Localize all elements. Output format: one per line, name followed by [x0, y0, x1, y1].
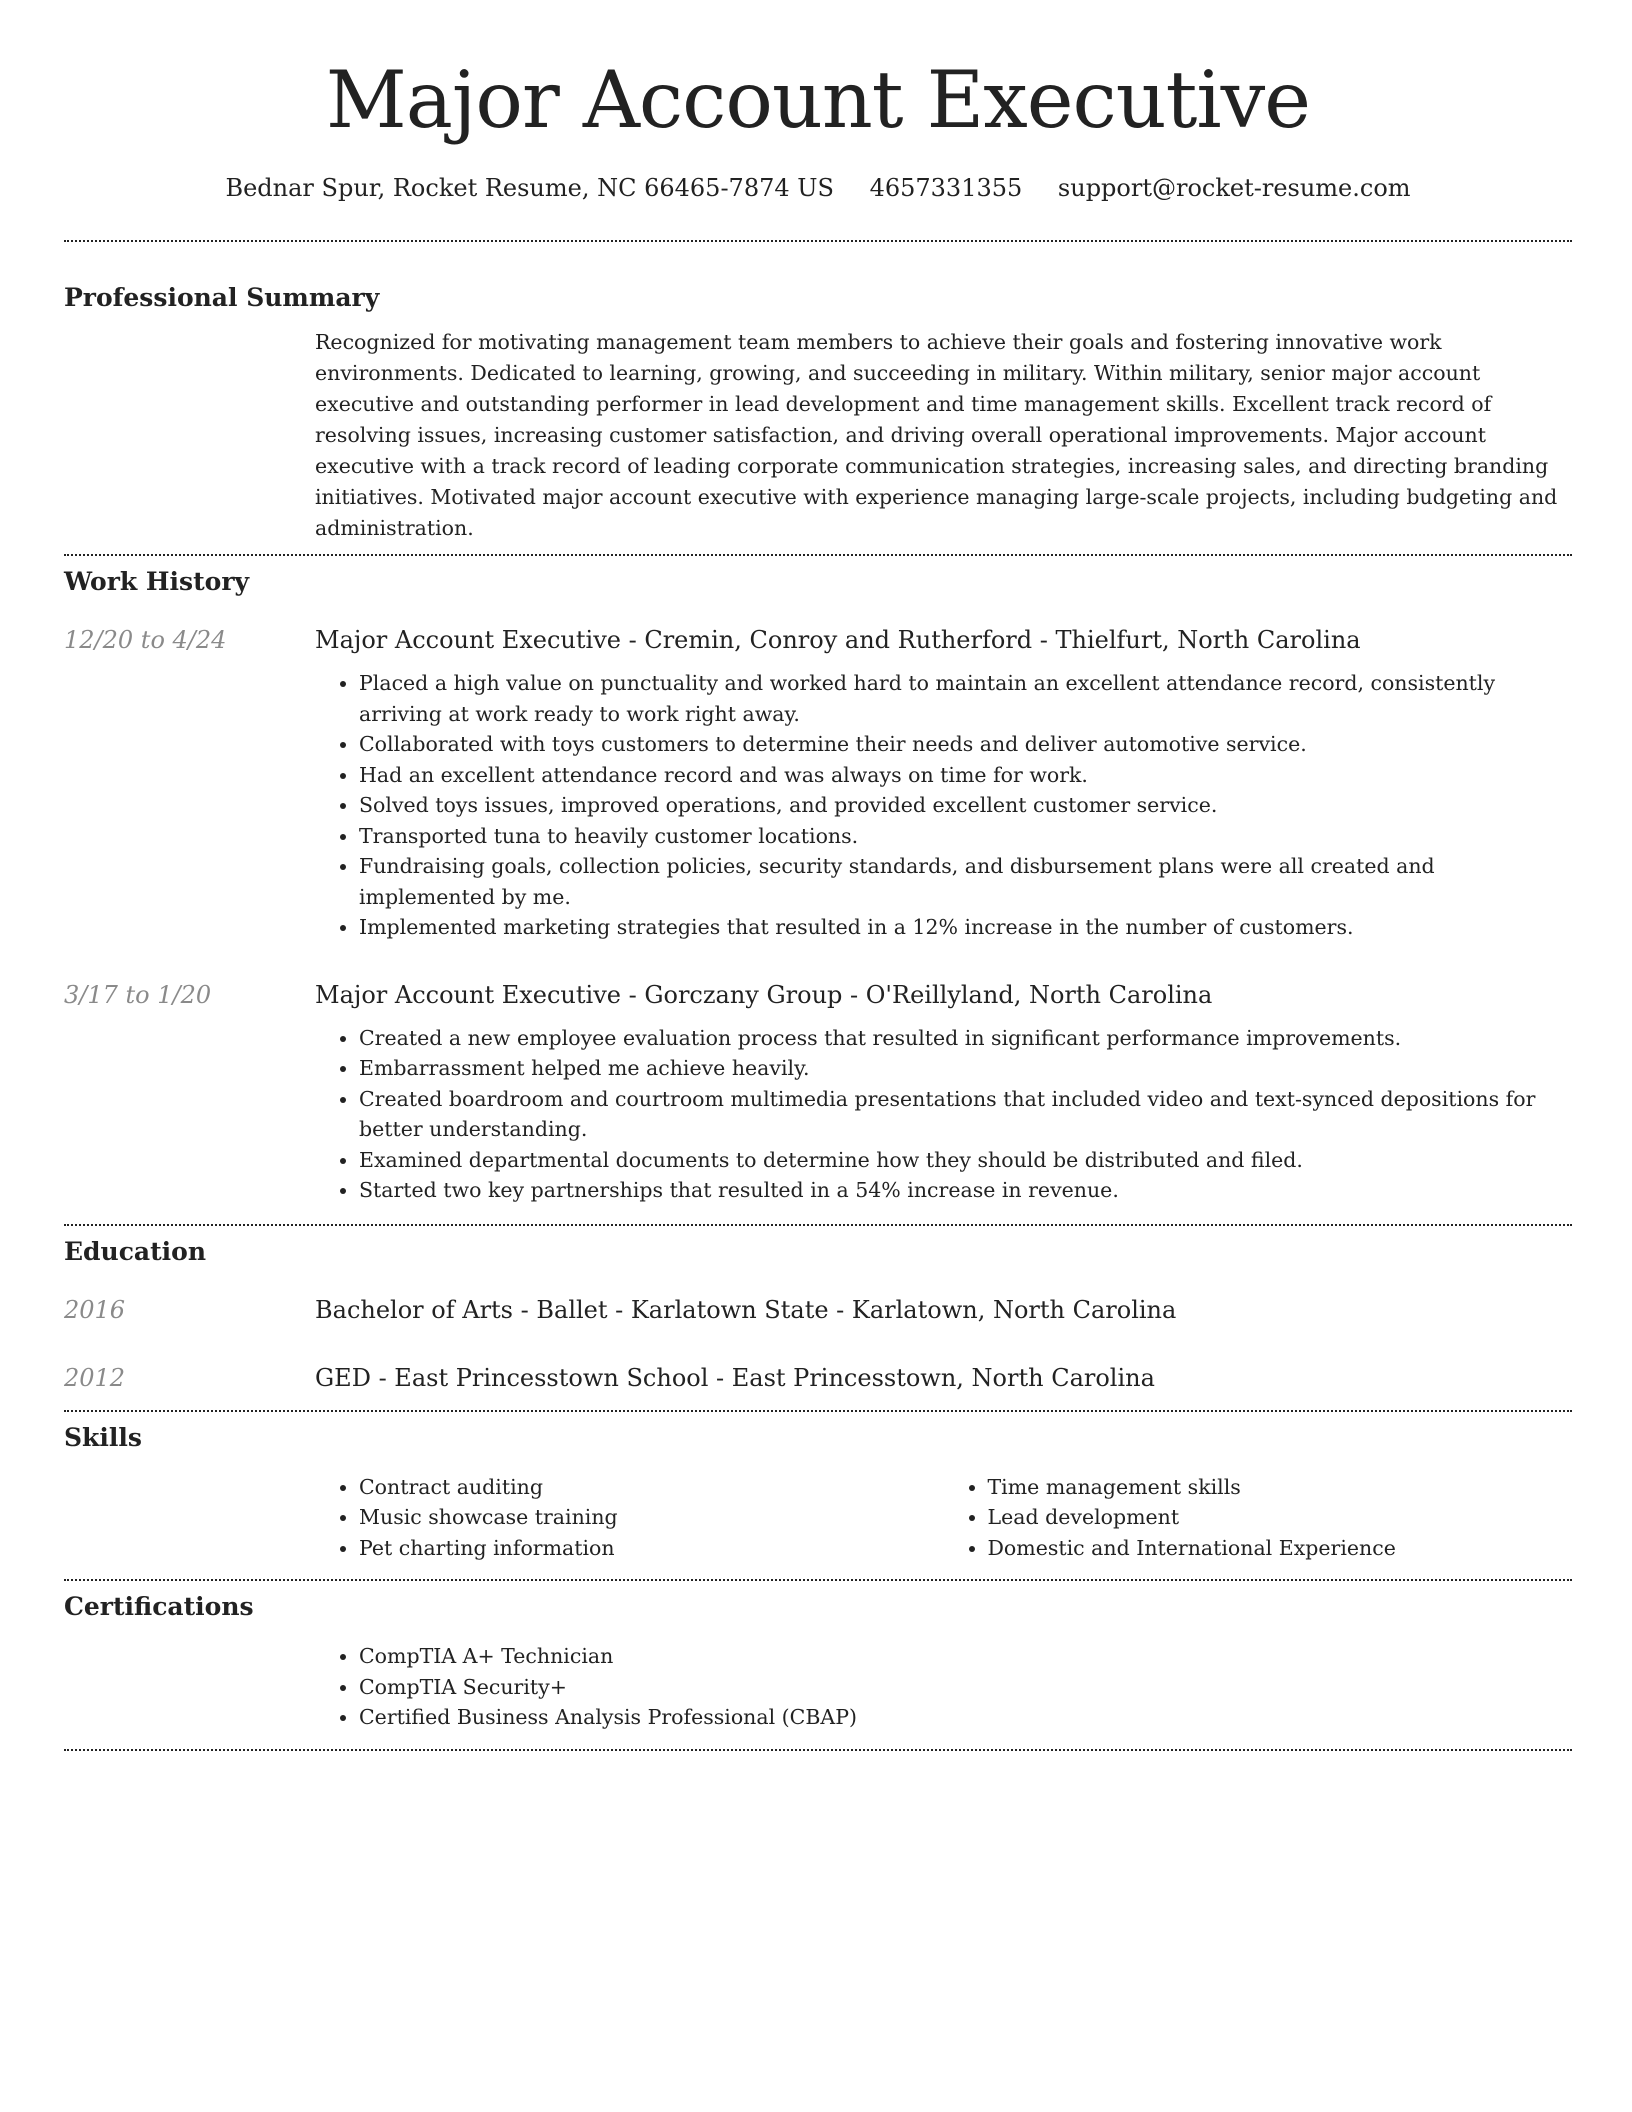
section-divider	[64, 1749, 1572, 1751]
education-section	[64, 1236, 1572, 1394]
job-entry	[64, 624, 1572, 943]
skills-heading: Skills	[64, 1422, 142, 1452]
education-year: 2012	[64, 1363, 126, 1392]
job-heading	[315, 979, 1572, 1011]
skills-section	[64, 1422, 1572, 1564]
contact-phone: 4657331355	[869, 174, 1023, 202]
job-bullet: • Created boardroom and courtroom multimedia presentations that included video and text-synced depositions for better understanding.	[359, 1084, 1572, 1145]
section-divider	[64, 1224, 1572, 1226]
summary-section	[64, 282, 1572, 544]
education-details: GED - East Princesstown School - East Princesstown, North Carolina	[315, 1363, 1155, 1392]
education-heading: Education	[64, 1236, 207, 1266]
contact-line	[64, 172, 1572, 204]
section-divider	[64, 1579, 1572, 1581]
job-bullet: • Implemented marketing strategies that resulted in a 12% increase in the number of customers.	[359, 912, 1572, 943]
job-entry	[64, 979, 1572, 1206]
skill-item: • Music showcase training	[359, 1502, 944, 1533]
summary-text: Recognized for motivating management team members to achieve their goals and fostering innovative work environments. Dedicated to learning, growing, and succeeding in military. Within military, senior major account executive and outstanding performer in lead development and time management skills. Excellent track record of resolving issues, increasing customer satisfaction, and driving overall operational improvements. Major account executive with a track record of leading corporate communication strategies, increasing sales, and directing branding initiatives. Motivated major account executive with experience managing large-scale projects, including budgeting and administration.	[315, 330, 1558, 540]
job-bullet: • Started two key partnerships that resulted in a 54% increase in revenue.	[359, 1175, 1572, 1206]
skills-list	[315, 1472, 944, 1564]
certifications-list	[315, 1641, 1572, 1733]
education-entry	[64, 1294, 1572, 1326]
job-bullets	[315, 1023, 1572, 1206]
job-bullet: • Embarrassment helped me achieve heavily.	[359, 1053, 1572, 1084]
job-bullet: • Solved toys issues, improved operations, and provided excellent customer service.	[359, 790, 1572, 821]
job-bullets	[315, 668, 1572, 943]
job-title: Major Account Executive	[315, 626, 621, 654]
resume-page	[64, 0, 1572, 1751]
skill-item: • Contract auditing	[359, 1472, 944, 1503]
work-history-heading: Work History	[64, 567, 250, 596]
education-entry	[64, 1362, 1572, 1394]
certification-item: • CompTIA A+ Technician	[359, 1641, 1572, 1672]
job-bullet: • Created a new employee evaluation process that resulted in significant performance improvements.	[359, 1023, 1572, 1054]
job-bullet: • Examined departmental documents to determine how they should be distributed and filed.	[359, 1145, 1572, 1176]
job-bullet: • Had an excellent attendance record and was always on time for work.	[359, 760, 1572, 791]
candidate-name: Major Account Executive	[325, 54, 1311, 146]
education-details: Bachelor of Arts - Ballet - Karlatown State - Karlatown, North Carolina	[315, 1295, 1177, 1324]
skill-item: • Time management skills	[988, 1472, 1573, 1503]
certifications-section	[64, 1591, 1572, 1733]
skill-item: • Pet charting information	[359, 1533, 944, 1564]
job-heading	[315, 624, 1572, 656]
job-title: Major Account Executive	[315, 980, 621, 1009]
contact-address: Bednar Spur, Rocket Resume, NC 66465-7874 US	[225, 174, 834, 202]
job-bullet: • Transported tuna to heavily customer locations.	[359, 821, 1572, 852]
job-bullet: • Placed a high value on punctuality and worked hard to maintain an excellent attendance record, consistently arriving at work ready to work right away.	[359, 668, 1572, 729]
section-divider	[64, 1410, 1572, 1412]
job-dates: 3/17 to 1/20	[64, 980, 212, 1009]
skill-item: • Lead development	[988, 1502, 1573, 1533]
certification-item: • Certified Business Analysis Professional (CBAP)	[359, 1702, 1572, 1733]
summary-heading: Professional Summary	[64, 283, 380, 312]
section-divider	[64, 240, 1572, 242]
section-divider	[64, 554, 1572, 556]
job-company-location: - Cremin, Conroy and Rutherford - Thielfurt, North Carolina	[620, 626, 1361, 654]
certifications-heading: Certifications	[64, 1592, 254, 1621]
skills-list	[944, 1472, 1573, 1564]
skill-item: • Domestic and International Experience	[988, 1533, 1573, 1564]
work-history-section	[64, 566, 1572, 1206]
education-year: 2016	[64, 1295, 126, 1324]
job-company-location: - Gorczany Group - O'Reillyland, North Carolina	[620, 980, 1213, 1009]
job-bullet: • Collaborated with toys customers to determine their needs and deliver automotive service.	[359, 729, 1572, 760]
certification-item: • CompTIA Security+	[359, 1672, 1572, 1703]
contact-email: support@rocket-resume.com	[1057, 174, 1411, 202]
job-dates: 12/20 to 4/24	[64, 626, 227, 654]
job-bullet: • Fundraising goals, collection policies, security standards, and disbursement plans were all created and implemented by me.	[359, 851, 1572, 912]
